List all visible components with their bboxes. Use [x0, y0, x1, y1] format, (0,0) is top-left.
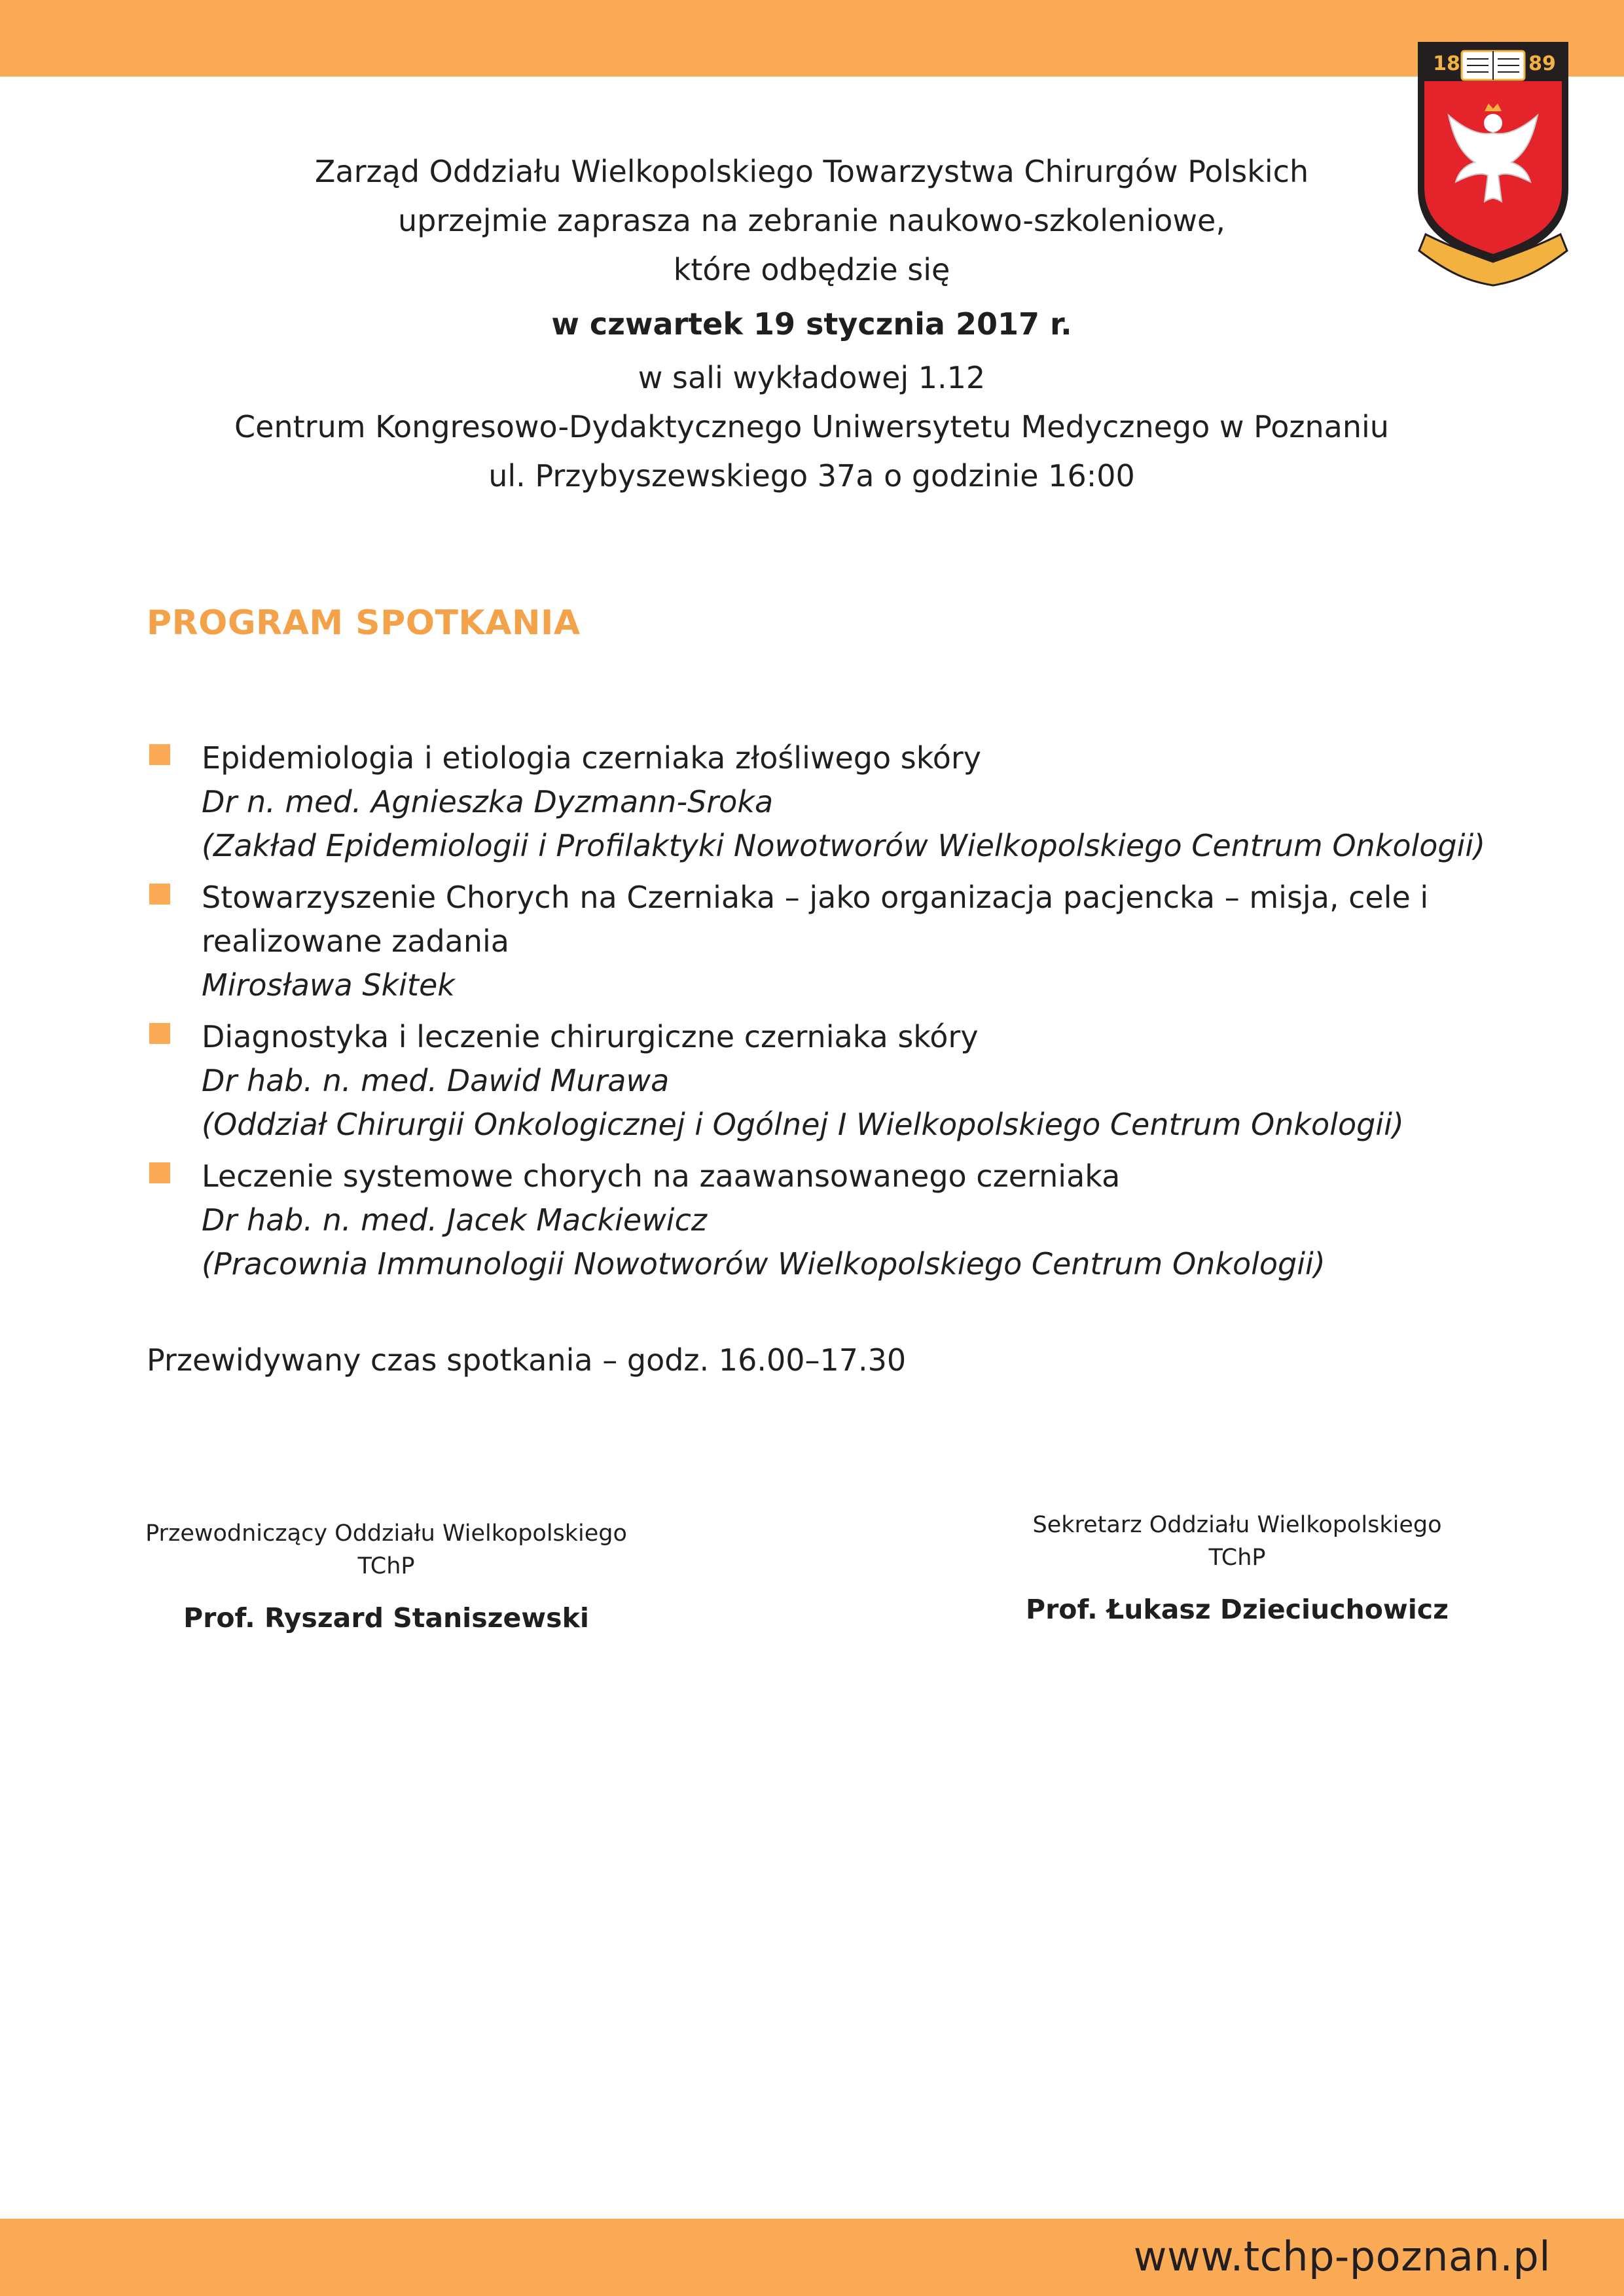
square-bullet-icon	[149, 1162, 170, 1183]
intro-line: Centrum Kongresowo-Dydaktycznego Uniwersytetu Medycznego w Poznaniu	[234, 409, 1389, 444]
intro-line: Zarząd Oddziału Wielkopolskiego Towarzystwa Chirurgów Polskich	[314, 154, 1309, 189]
signature-name: Prof. Łukasz Dzieciuchowicz	[1026, 1594, 1449, 1625]
emblem-year-left: 18	[1433, 52, 1460, 75]
meeting-duration: Przewidywany czas spotkania – godz. 16.00–17.30	[147, 1342, 907, 1378]
shield-emblem-icon	[1413, 38, 1576, 287]
agenda-topic: Diagnostyka i leczenie chirurgiczne czerniaka skóry	[202, 1019, 979, 1054]
intro-line: ul. Przybyszewskiego 37a o godzinie 16:00	[488, 458, 1135, 493]
intro-line: które odbędzie się	[673, 252, 950, 287]
website-link[interactable]: www.tchp-poznan.pl	[1133, 2233, 1551, 2280]
signature-role: Przewodniczący Oddziału Wielkopolskiego TChP	[145, 1520, 627, 1579]
agenda-topic: Leczenie systemowe chorych na zaawansowanego czerniaka	[202, 1158, 1121, 1194]
agenda-item	[147, 736, 1521, 868]
agenda-speaker: Dr hab. n. med. Jacek Mackiewicz	[202, 1202, 708, 1238]
top-accent-bar	[0, 0, 1624, 77]
agenda-speaker: Dr hab. n. med. Dawid Murawa	[202, 1063, 670, 1098]
agenda-affiliation: (Oddział Chirurgii Onkologicznej i Ogólnej I Wielkopolskiego Centrum Onkologii)	[202, 1107, 1404, 1142]
society-emblem	[1413, 38, 1576, 287]
agenda-list	[147, 736, 1521, 1294]
square-bullet-icon	[149, 744, 170, 765]
program-title: PROGRAM SPOTKANIA	[147, 603, 581, 643]
agenda-affiliation: (Pracownia Immunologii Nowotworów Wielkopolskiego Centrum Onkologii)	[202, 1246, 1326, 1282]
agenda-speaker: Dr n. med. Agnieszka Dyzmann-Sroka	[202, 784, 774, 819]
emblem-year-right: 89	[1528, 52, 1556, 75]
invitation-intro	[223, 147, 1401, 501]
agenda-item	[147, 1155, 1521, 1286]
agenda-affiliation: (Zakład Epidemiologii i Profilaktyki Nowotworów Wielkopolskiego Centrum Onkologii)	[202, 828, 1486, 863]
intro-line: w sali wykładowej 1.12	[638, 360, 986, 395]
square-bullet-icon	[149, 1023, 170, 1044]
agenda-item	[147, 876, 1521, 1007]
signature-role: Sekretarz Oddziału Wielkopolskiego TChP	[1032, 1512, 1442, 1571]
signature-secretary	[1018, 1509, 1456, 1625]
agenda-item	[147, 1015, 1521, 1147]
intro-line: uprzejmie zaprasza na zebranie naukowo-szkoleniowe,	[398, 203, 1225, 238]
agenda-speaker: Mirosława Skitek	[202, 967, 455, 1003]
square-bullet-icon	[149, 884, 170, 905]
meeting-date: w czwartek 19 stycznia 2017 r.	[551, 306, 1072, 342]
agenda-topic: Stowarzyszenie Chorych na Czerniaka – jako organizacja pacjencka – misja, cele i realizowane zadania	[202, 880, 1429, 959]
signature-chairman	[134, 1517, 638, 1634]
agenda-topic: Epidemiologia i etiologia czerniaka złośliwego skóry	[202, 740, 981, 776]
signature-name: Prof. Ryszard Staniszewski	[183, 1602, 589, 1634]
